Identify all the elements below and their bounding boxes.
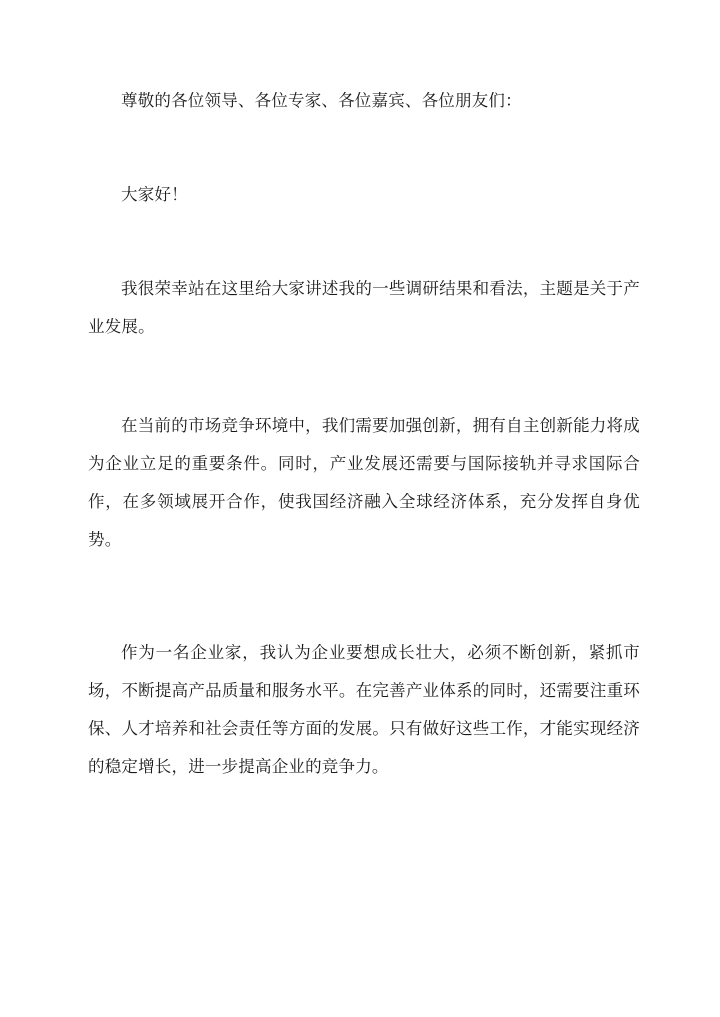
- body-paragraph-entrepreneur: 作为一名企业家，我认为企业要想成长壮大，必须不断创新，紧抓市场，不断提高产品质量和服务水平。在完善产业体系的同时，还需要注重环保、人才培养和社会责任等方面的发展。只有做好这些工作，才能实现经济的稳定增长，进一步提高企业的竞争力。: [88, 643, 640, 776]
- salutation-paragraph: 尊敬的各位领导、各位专家、各位嘉宾、各位朋友们：: [121, 91, 522, 110]
- greeting-paragraph: 大家好！: [121, 185, 188, 204]
- intro-paragraph: 我很荣幸站在这里给大家讲述我的一些调研结果和看法，主题是关于产业发展。: [88, 279, 640, 336]
- body-paragraph-innovation: 在当前的市场竞争环境中，我们需要加强创新，拥有自主创新能力将成为企业立足的重要条件。同时，产业发展还需要与国际接轨并寻求国际合作，在多领域展开合作，使我国经济融入全球经济体系，充分发挥自身优势。: [88, 416, 640, 549]
